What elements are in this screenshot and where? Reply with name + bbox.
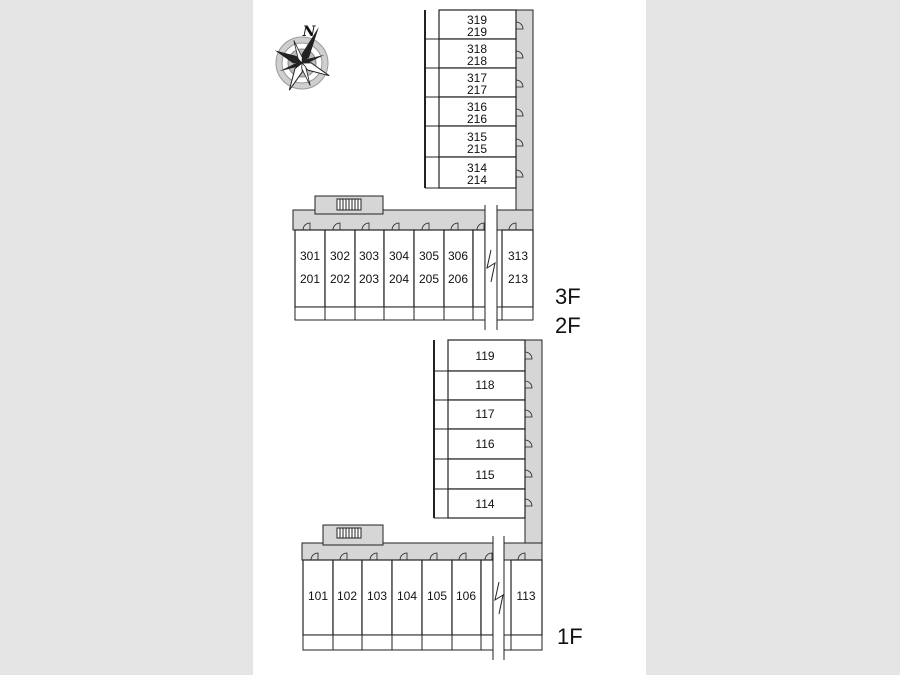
unit-number: 105 [426, 589, 448, 603]
unit-cell [384, 230, 414, 307]
floor-label-2f: 2F [555, 313, 581, 338]
unit-number-upper: 306 [447, 249, 469, 263]
unit-number-lower: 206 [447, 272, 469, 286]
unit-number-upper: 301 [299, 249, 321, 263]
unit-number-lower: 205 [418, 272, 440, 286]
unit-number-upper: 316 [466, 100, 488, 114]
upper-wing-units [425, 10, 523, 188]
unit-number: 102 [336, 589, 358, 603]
unit-number: 101 [307, 589, 329, 603]
unit-number: 118 [475, 378, 495, 392]
lower-row-units [303, 553, 542, 635]
unit-cell [414, 230, 444, 307]
unit-number-upper: 302 [329, 249, 351, 263]
unit-number: 113 [516, 589, 536, 603]
unit-number-lower: 213 [507, 272, 529, 286]
unit-number-upper: 314 [466, 161, 488, 175]
unit-number: 106 [455, 589, 477, 603]
unit-number: 119 [475, 349, 495, 363]
floor-label-1f: 1F [557, 624, 583, 649]
unit-cell [295, 230, 325, 307]
ground-floor-plan [302, 340, 542, 660]
unit-cell [444, 230, 473, 307]
unit-cell [502, 230, 533, 307]
floor-label-3f: 3F [555, 284, 581, 309]
unit-number-lower: 217 [466, 83, 488, 97]
unit-number: 116 [475, 437, 495, 451]
unit-number-upper: 317 [466, 71, 488, 85]
unit-number-upper: 319 [466, 13, 488, 27]
lower-stairs-icon [337, 528, 361, 538]
unit-number: 115 [475, 468, 495, 482]
unit-number-lower: 216 [466, 112, 488, 126]
unit-number-upper: 304 [388, 249, 410, 263]
unit-number-upper: 305 [418, 249, 440, 263]
unit-number-lower: 215 [466, 142, 488, 156]
unit-number-lower: 203 [358, 272, 380, 286]
unit-number-lower: 202 [329, 272, 351, 286]
compass-rose-icon [262, 14, 346, 103]
lower-row-corridor [302, 543, 542, 560]
unit-number-lower: 214 [466, 173, 488, 187]
unit-number-lower: 201 [299, 272, 321, 286]
unit-number-lower: 219 [466, 25, 488, 39]
unit-number-upper: 303 [358, 249, 380, 263]
north-label: N [302, 24, 316, 40]
unit-number: 104 [396, 589, 418, 603]
lower-wing-corridor [525, 340, 542, 555]
floor-plan-sheet [253, 0, 646, 675]
unit-number-lower: 218 [466, 54, 488, 68]
upper-floor-plan [293, 10, 533, 330]
unit-number: 117 [475, 407, 495, 421]
unit-cell [355, 230, 384, 307]
unit-cell [481, 560, 493, 635]
unit-number-upper: 315 [466, 130, 488, 144]
upper-wing-corridor [516, 10, 533, 230]
upper-stairs-icon [337, 199, 361, 210]
unit-cell [325, 230, 355, 307]
unit-number: 103 [366, 589, 388, 603]
unit-number-lower: 204 [388, 272, 410, 286]
unit-number-upper: 313 [507, 249, 529, 263]
floor-plan [253, 0, 646, 675]
unit-number-upper: 318 [466, 42, 488, 56]
lower-wing-units [434, 340, 532, 518]
unit-number: 114 [475, 497, 495, 511]
unit-cell [473, 230, 485, 307]
